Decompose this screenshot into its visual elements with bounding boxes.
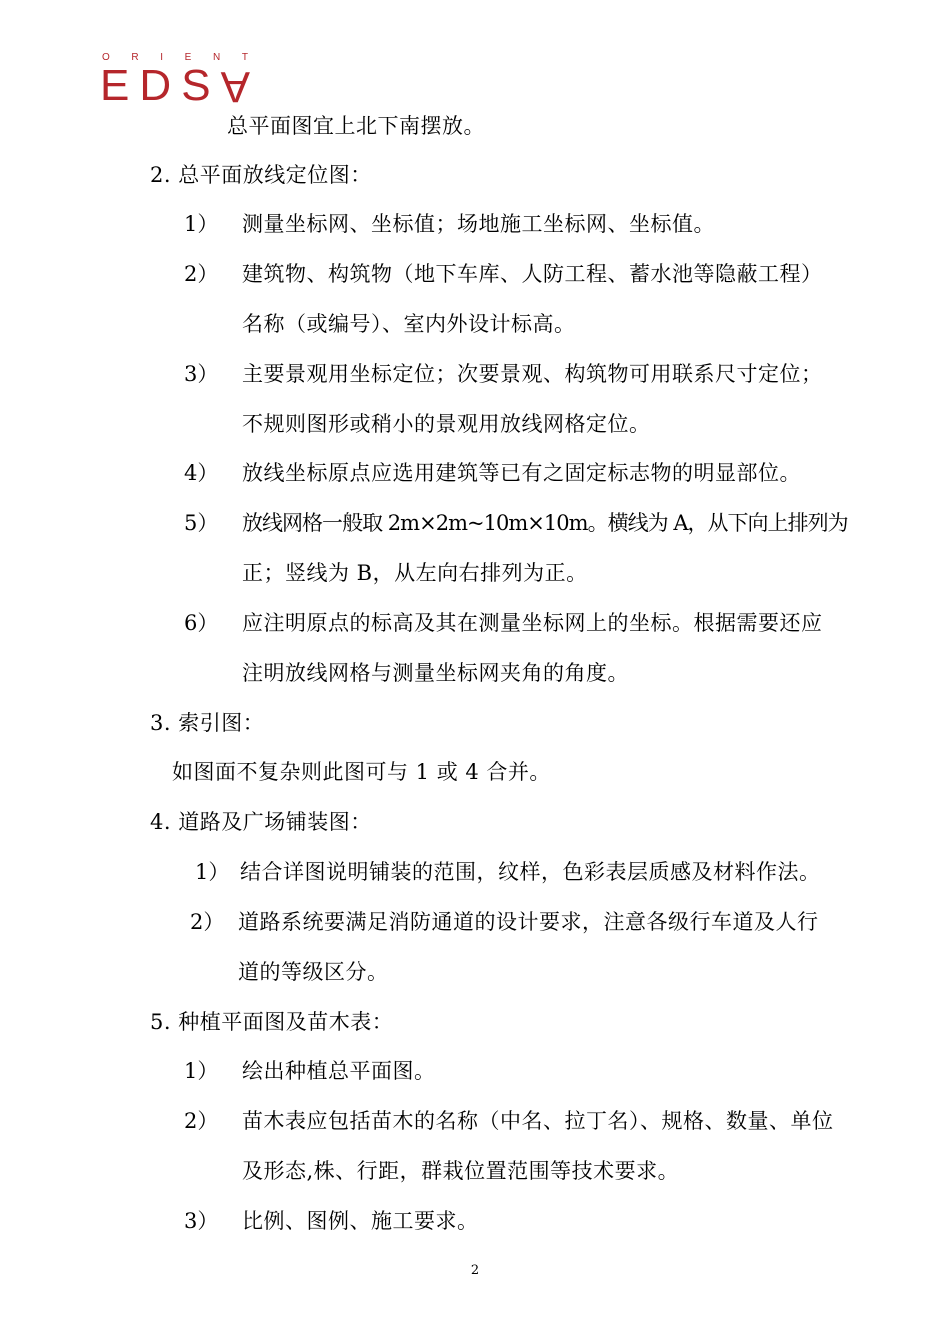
logo-letter: I [160, 52, 164, 63]
list-item-continuation: 及形态,株、行距，群栽位置范围等技术要求。 [242, 1159, 680, 1183]
section-heading-5: 5. 种植平面图及苗木表： [150, 1010, 394, 1034]
list-number: 6） [184, 611, 219, 635]
list-item: 主要景观用坐标定位；次要景观、构筑物可用联系尺寸定位； [242, 362, 823, 386]
list-number: 1） [195, 860, 230, 884]
list-number: 1） [184, 212, 219, 236]
text-line: 总平面图宜上北下南摆放。 [227, 114, 485, 138]
logo-letter: N [212, 52, 221, 63]
list-item-continuation: 不规则图形或稍小的景观用放线网格定位。 [242, 412, 651, 436]
page-number: 2 [470, 1263, 480, 1278]
section-heading-4: 4. 道路及广场铺装图： [150, 810, 372, 834]
list-item: 测量坐标网、坐标值；场地施工坐标网、坐标值。 [242, 212, 715, 236]
list-number: 3） [184, 1209, 219, 1233]
list-item-continuation: 名称（或编号）、室内外设计标高。 [242, 312, 576, 336]
logo-letter: E [184, 52, 192, 63]
list-number: 5） [184, 511, 219, 535]
list-item-continuation: 注明放线网格与测量坐标网夹角的角度。 [242, 661, 629, 685]
list-item: 放线坐标原点应选用建筑等已有之固定标志物的明显部位。 [242, 461, 801, 485]
logo-letter: D [139, 61, 172, 110]
list-item: 绘出种植总平面图。 [242, 1059, 436, 1083]
list-number: 2） [184, 1109, 219, 1133]
list-number: 1） [184, 1059, 219, 1083]
edsa-orient-logo [100, 52, 260, 112]
list-number: 2） [184, 262, 219, 286]
logo-letter: R [131, 52, 139, 63]
paragraph: 如图面不复杂则此图可与 1 或 4 合并。 [172, 760, 551, 784]
list-item: 道路系统要满足消防通道的设计要求，注意各级行车道及人行 [238, 910, 819, 934]
list-item: 比例、图例、施工要求。 [242, 1209, 479, 1233]
logo-letter: S [181, 61, 211, 110]
logo-letter: T [241, 52, 248, 63]
logo-letter: A [220, 62, 250, 111]
list-item: 结合详图说明铺装的范围，纹样，色彩表层质感及材料作法。 [240, 860, 821, 884]
logo-letter: O [102, 52, 110, 63]
list-number: 3） [184, 362, 219, 386]
list-number: 4） [184, 461, 219, 485]
list-number: 2） [190, 910, 225, 934]
list-item: 建筑物、构筑物（地下车库、人防工程、蓄水池等隐蔽工程） [242, 262, 823, 286]
list-item: 放线网格一般取 2m×2m~10m×10m。横线为 A，从下向上排列为 [242, 511, 848, 535]
list-item: 苗木表应包括苗木的名称（中名、拉丁名）、规格、数量、单位 [242, 1109, 834, 1133]
section-heading-3: 3. 索引图： [150, 711, 265, 735]
list-item-continuation: 道的等级区分。 [238, 960, 389, 984]
list-item: 应注明原点的标高及其在测量坐标网上的坐标。根据需要还应 [242, 611, 823, 635]
logo-letter: E [100, 61, 130, 110]
list-item-continuation: 正；竖线为 B，从左向右排列为正。 [242, 561, 588, 585]
logo-main-word [100, 61, 250, 111]
section-heading-2: 2. 总平面放线定位图： [150, 163, 372, 187]
